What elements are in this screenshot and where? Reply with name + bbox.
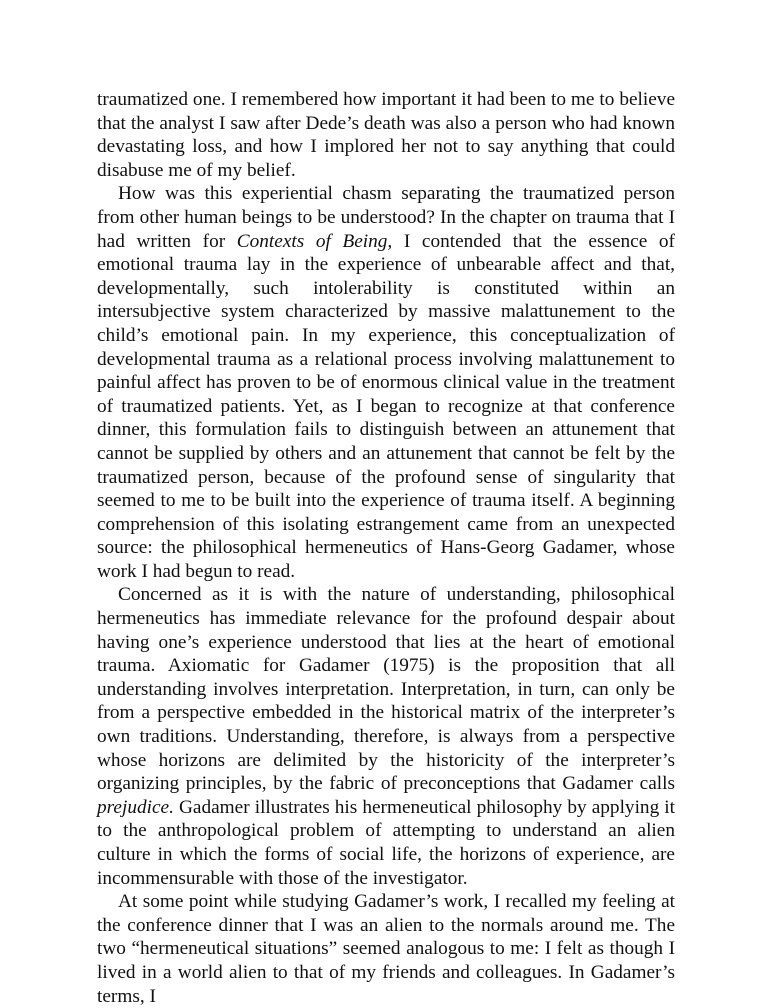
- paragraph-2-text-b: I contended that the essence of emotional trauma lay in the experience of unbearable affect and that, developmentally, such intolerability is constituted within an intersubjective system characterized by massive malattunement to the child’s emotional pain. In my experience, this conceptualization of developmental trauma as a relational process involving malattunement to painful affect has proven to be of enormous clinical value in the treatment of traumatized patients. Yet, as I began to recognize at that conference dinner, this formulation fails to distinguish between an attunement that cannot be supplied by others and an attunement that cannot be felt by the traumatized person, because of the profound sense of singularity that seemed to me to be built into the experience of trauma itself. A beginning comprehension of this isolating estrangement came from an unexpected source: the philosophical hermeneutics of Hans-Georg Gadamer, whose work I had begun to read.: [97, 230, 675, 582]
- paragraph-4-text: At some point while studying Gadamer’s work, I recalled my feeling at the conference dinner that I was an alien to the normals around me. The two “hermeneutical situations” seemed analogous to me: I felt as though I lived in a world alien to that of my friends and colleagues. In Gadamer’s terms, I: [97, 891, 675, 1007]
- paragraph-1: [97, 88, 675, 182]
- paragraph-3-text-b: Gadamer illustrates his hermeneutical philosophy by applying it to the anthropological problem of attempting to understand an alien culture in which the forms of social life, the horizons of experience, are incommensurable with those of the investigator.: [97, 796, 675, 889]
- page-body: [97, 88, 675, 1008]
- book-title-contexts-of-being: Contexts of Being,: [236, 230, 393, 252]
- paragraph-3-text-a: Concerned as it is with the nature of understanding, philosophical hermeneutics has immediate relevance for the profound despair about having one’s experience understood that lies at the heart of emotional trauma. Axiomatic for Gadamer (1975) is the proposition that all understanding involves interpretation. Interpretation, in turn, can only be from a perspective embedded in the historical matrix of the interpreter’s own traditions. Understanding, therefore, is always from a perspective whose horizons are delimited by the historicity of the interpreter’s organizing principles, by the fabric of preconceptions that Gadamer calls: [97, 584, 675, 795]
- paragraph-2: [97, 182, 675, 583]
- paragraph-2-text-a: How was this experiential chasm separating the traumatized person from other human beings to be understood? In the chapter on trauma that I had written for: [97, 183, 675, 252]
- term-prejudice: prejudice.: [97, 796, 174, 818]
- paragraph-4: [97, 890, 675, 1008]
- paragraph-1-text: traumatized one. I remembered how important it had been to me to believe that the analyst I saw after Dede’s death was also a person who had known devastating loss, and how I implored her not to say anything that could disabuse me of my belief.: [97, 89, 675, 181]
- paragraph-3: [97, 583, 675, 890]
